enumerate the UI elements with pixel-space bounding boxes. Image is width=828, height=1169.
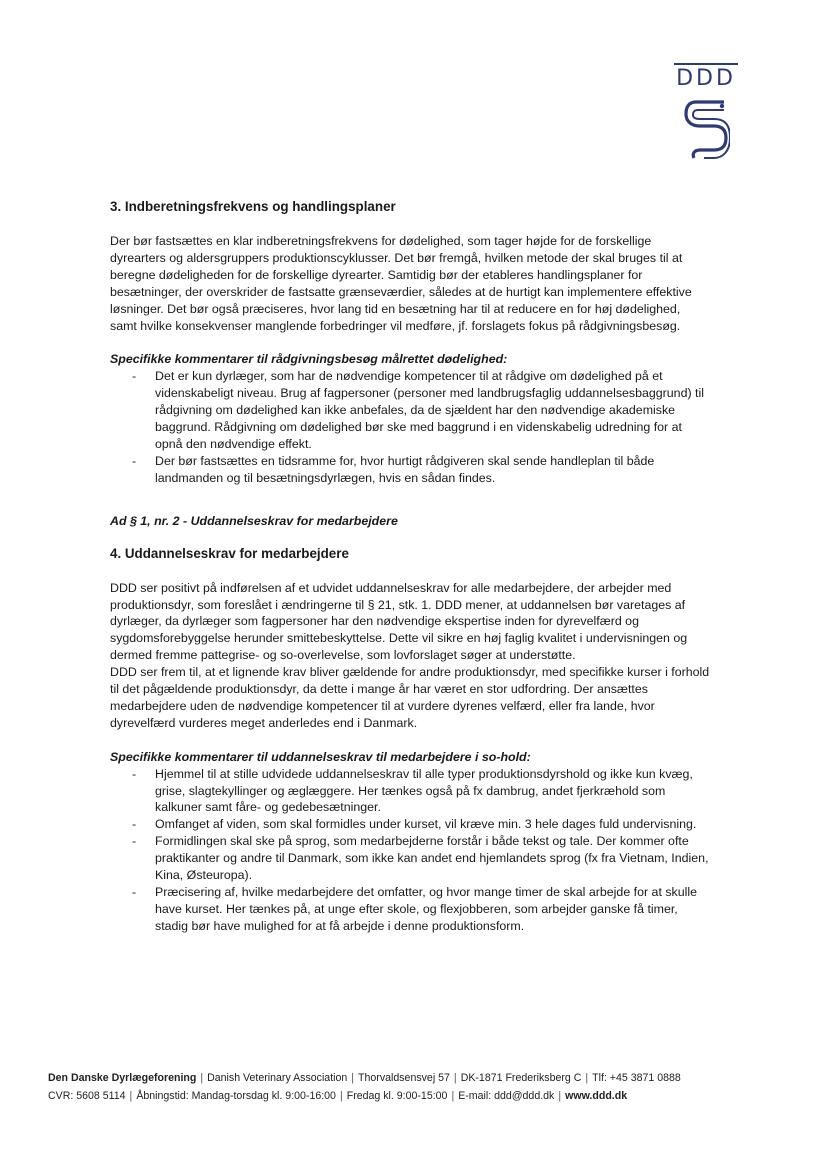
list-item-text: Hjemmel til at stille udvidede uddannelseskrav til alle typer produktionsdyrshold og ikke kun kvæg, grise, slagtekyllinger og æglæggere. Her tænkes også på fx dambrug, andet fjerkræhold som kalkuner samt fåre- og gedebesætninger. [155,766,693,815]
bullet-dash: - [132,885,137,899]
list-item [110,833,710,884]
footer-separator: | [453,1072,457,1084]
ddd-serpent-logo-icon [684,96,730,164]
footer-line-2 [48,1087,788,1105]
section-4-paragraph-1: DDD ser positivt på indførelsen af et udvidet uddannelseskrav for alle medarbejdere, der arbejder med produktionsdyr, som foreslået i ændringerne til § 21, stk. 1. DDD mener, at uddannelsen bør varetages af dyrlæger, da dyrlæger som fagpersoner har den nødvendige ekspertise inden for dyrevelfærd og sygdomsforebyggelse herunder smittebeskyttelse. Dette vil sikre en høj faglig kvalitet i undervisningen og dermed fremme pattegrise- og so-overlevelse, som lovforslaget søger at understøtte. [110,580,688,663]
list-item [110,884,710,935]
section-3-comments-list [110,368,710,486]
footer-line-1 [48,1069,788,1087]
footer-separator: | [451,1090,455,1102]
ddd-logo [670,58,742,168]
list-item [110,816,710,833]
section-4-paragraph-2: DDD ser frem til, at et lignende krav bliver gældende for andre produktionsdyr, med specifikke kurser i forhold til det pågældende produktionsdyr, da dette i mange år har været en stor udfordring. Der ansættes medarbejdere uden de nødvendige kompetencer til at vurdere dyrenes velfærd, eller fra lande, hvor dyrevelfærd vurderes meget anderledes end i Danmark. [110,665,710,730]
footer-hours-friday: Fredag kl. 9:00-15:00 [346,1090,448,1102]
footer-hours-weekdays: Åbningstid: Mandag-torsdag kl. 9:00-16:00 [136,1090,336,1102]
section-3-comments-heading: Specifikke kommentarer til rådgivningsbesøg målrettet dødelighed: [110,352,508,367]
footer-phone: Tlf: +45 3871 0888 [592,1072,681,1084]
list-item [110,766,710,817]
footer-separator: | [200,1072,204,1084]
page-footer [48,1069,788,1105]
footer-postal: DK-1871 Frederiksberg C [460,1072,582,1084]
document-body [110,198,710,935]
bullet-dash: - [132,369,137,384]
logo-rule [674,63,738,65]
bullet-dash: - [132,834,137,849]
section-4-comments-list [110,766,710,935]
bullet-dash: - [132,453,137,468]
footer-org-name: Den Danske Dyrlægeforening [48,1072,197,1084]
section-4-heading: 4. Uddannelseskrav for medarbejdere [110,545,349,561]
section-3-paragraph: Der bør fastsættes en klar indberetningsfrekvens for dødelighed, som tager højde for de forskellige dyrearters og aldersgruppers produktionscyklusser. Det bør fremgå, hvilken metode der skal bruges til at beregne dødeligheden for de forskellige dyrearter. Samtidig bør der etableres handlingsplaner for besætninger, der overskrider de fastsatte grænseværdier, således at de hurtigt kan implementere effektive løsninger. Det bør også præciseres, hvor lang tid en besætning har til at reducere en for høj dødelighed, samt hvilke konsekvenser manglende forbedringer vil medføre, jf. forslagets fokus på rådgivningsbesøg. [110,234,692,333]
footer-address: Thorvaldsensvej 57 [358,1072,450,1084]
section-3-heading: 3. Indberetningsfrekvens og handlingsplaner [110,199,396,214]
bullet-dash: - [132,766,137,781]
footer-email-link[interactable]: E-mail: ddd@ddd.dk [458,1090,555,1102]
footer-separator: | [339,1090,343,1102]
bullet-dash: - [132,817,137,832]
footer-separator: | [558,1090,562,1102]
ad-paragraph-heading: Ad § 1, nr. 2 - Uddannelseskrav for medarbejdere [110,513,398,528]
list-item [110,368,710,453]
footer-web-link[interactable]: www.ddd.dk [565,1090,628,1102]
footer-separator: | [351,1072,355,1084]
list-item [110,453,710,487]
list-item-text: Der bør fastsættes en tidsramme for, hvor hurtigt rådgiveren skal sende handleplan til både landmanden og til besætningsdyrlægen, hvis en sådan findes. [155,453,655,485]
footer-separator: | [129,1090,133,1102]
logo-text: DDD [676,66,736,91]
list-item-text: Præcisering af, hvilke medarbejdere det omfatter, og hvor mange timer de skal arbejde for at skulle have kurset. Her tænkes på, at unge efter skole, og flexjobberen, som arbejder ganske få timer, stadig bør have mulighed for at få arbejde i denne produktionsform. [155,885,698,933]
list-item-text: Omfanget af viden, som skal formidles under kurset, vil kræve min. 3 hele dages fuld undervisning. [155,817,697,832]
list-item-text: Det er kun dyrlæger, som har de nødvendige kompetencer til at rådgive om dødelighed på et videnskabeligt niveau. Brug af fagpersoner (personer med landbrugsfaglig uddannelsesbaggrund) til rådgivning om dødelighed kan ikke anbefales, da de sjældent har den nødvendige akademiske baggrund. Rådgivning om dødelighed bør ske med baggrund i en videnskabelig udredning for at opnå den nødvendige effekt. [155,369,704,451]
footer-cvr: CVR: 5608 5114 [48,1090,126,1102]
list-item-text: Formidlingen skal ske på sprog, som medarbejderne forstår i både tekst og tale. Der kommer ofte praktikanter og andre til Danmark, som ikke kan andet end hjemlandets sprog (fx fra Vietnam, Indien, Kina, Østeuropa). [155,834,709,883]
footer-separator: | [585,1072,589,1084]
section-4-comments-heading: Specifikke kommentarer til uddannelseskrav til medarbejdere i so-hold: [110,749,531,764]
footer-org-en: Danish Veterinary Association [207,1072,348,1084]
